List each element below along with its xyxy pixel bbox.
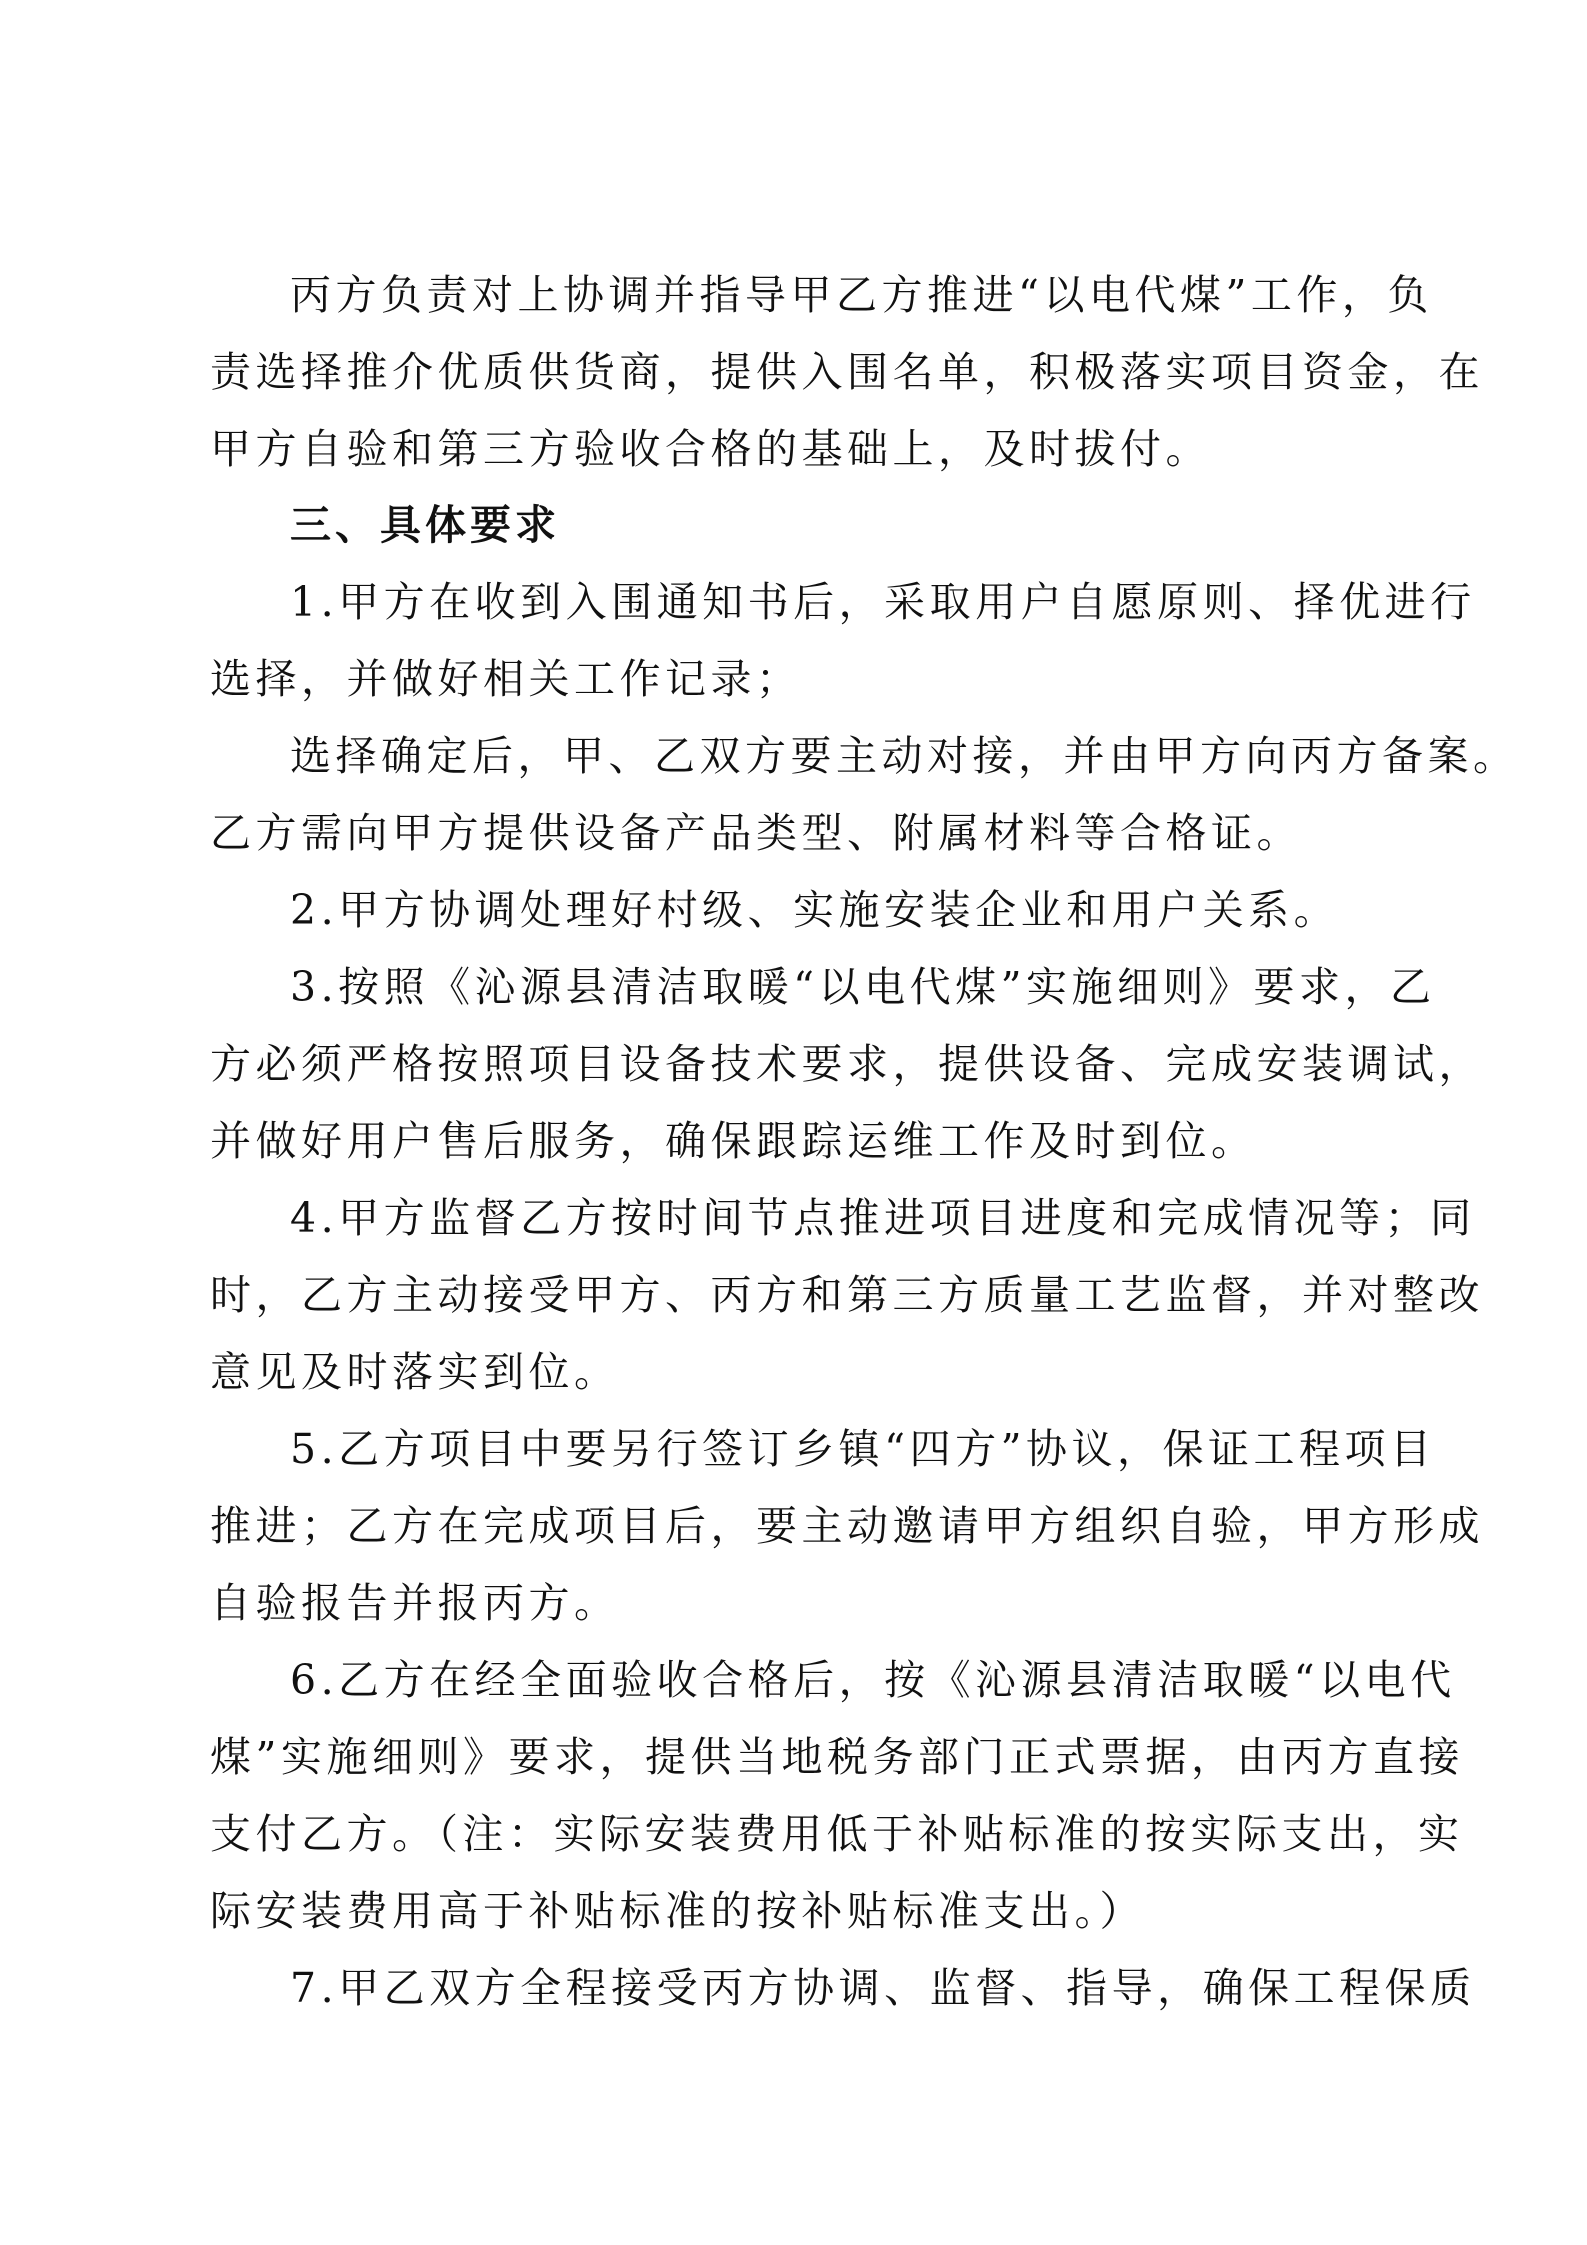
paragraph-bing-line-3: 甲方自验和第三方验收合格的基础上，及时拔付。 — [210, 425, 1211, 473]
item-7-line-1: 7.甲乙双方全程接受丙方协调、监督、指导，确保工程保质 — [290, 1964, 1476, 2012]
item-5-line-2: 推进；乙方在完成项目后，要主动邀请甲方组织自验，甲方形成 — [210, 1502, 1484, 1550]
item-1-cont-line-2: 乙方需向甲方提供设备产品类型、附属材料等合格证。 — [210, 809, 1302, 857]
item-6-line-4: 际安装费用高于补贴标准的按补贴标准支出。） — [210, 1887, 1145, 1935]
item-1-cont-line-1: 选择确定后，甲、乙双方要主动对接，并由甲方向丙方备案。 — [290, 732, 1519, 780]
section-heading: 三、具体要求 — [290, 501, 560, 549]
item-4-line-3: 意见及时落实到位。 — [210, 1348, 620, 1396]
item-3-line-2: 方必须严格按照项目设备技术要求，提供设备、完成安装调试， — [210, 1040, 1484, 1088]
item-5-line-1: 5.乙方项目中要另行签订乡镇“四方”协议，保证工程项目 — [290, 1425, 1436, 1473]
item-1-line-2: 选择，并做好相关工作记录； — [210, 655, 802, 703]
paragraph-bing-line-2: 责选择推介优质供货商，提供入围名单，积极落实项目资金，在 — [210, 348, 1484, 396]
item-6-line-1: 6.乙方在经全面验收合格后，按《沁源县清洁取暖“以电代 — [290, 1656, 1456, 1704]
item-3-line-3: 并做好用户售后服务，确保跟踪运维工作及时到位。 — [210, 1117, 1257, 1165]
item-6-line-2: 煤”实施细则》要求，提供当地税务部门正式票据，由丙方直接 — [210, 1733, 1464, 1781]
item-5-line-3: 自验报告并报丙方。 — [210, 1579, 620, 1627]
item-4-line-1: 4.甲方监督乙方按时间节点推进项目进度和完成情况等；同 — [290, 1194, 1476, 1242]
item-3-line-1: 3.按照《沁源县清洁取暖“以电代煤”实施细则》要求，乙 — [290, 963, 1436, 1011]
item-6-line-3: 支付乙方。（注：实际安装费用低于补贴标准的按实际支出，实 — [210, 1810, 1464, 1858]
item-1-line-1: 1.甲方在收到入围通知书后，采取用户自愿原则、择优进行 — [290, 578, 1476, 626]
item-4-line-2: 时，乙方主动接受甲方、丙方和第三方质量工艺监督，并对整改 — [210, 1271, 1484, 1319]
item-2-line-1: 2.甲方协调处理好村级、实施安装企业和用户关系。 — [290, 886, 1340, 934]
paragraph-bing-line-1: 丙方负责对上协调并指导甲乙方推进“以电代煤”工作，负 — [290, 271, 1433, 319]
